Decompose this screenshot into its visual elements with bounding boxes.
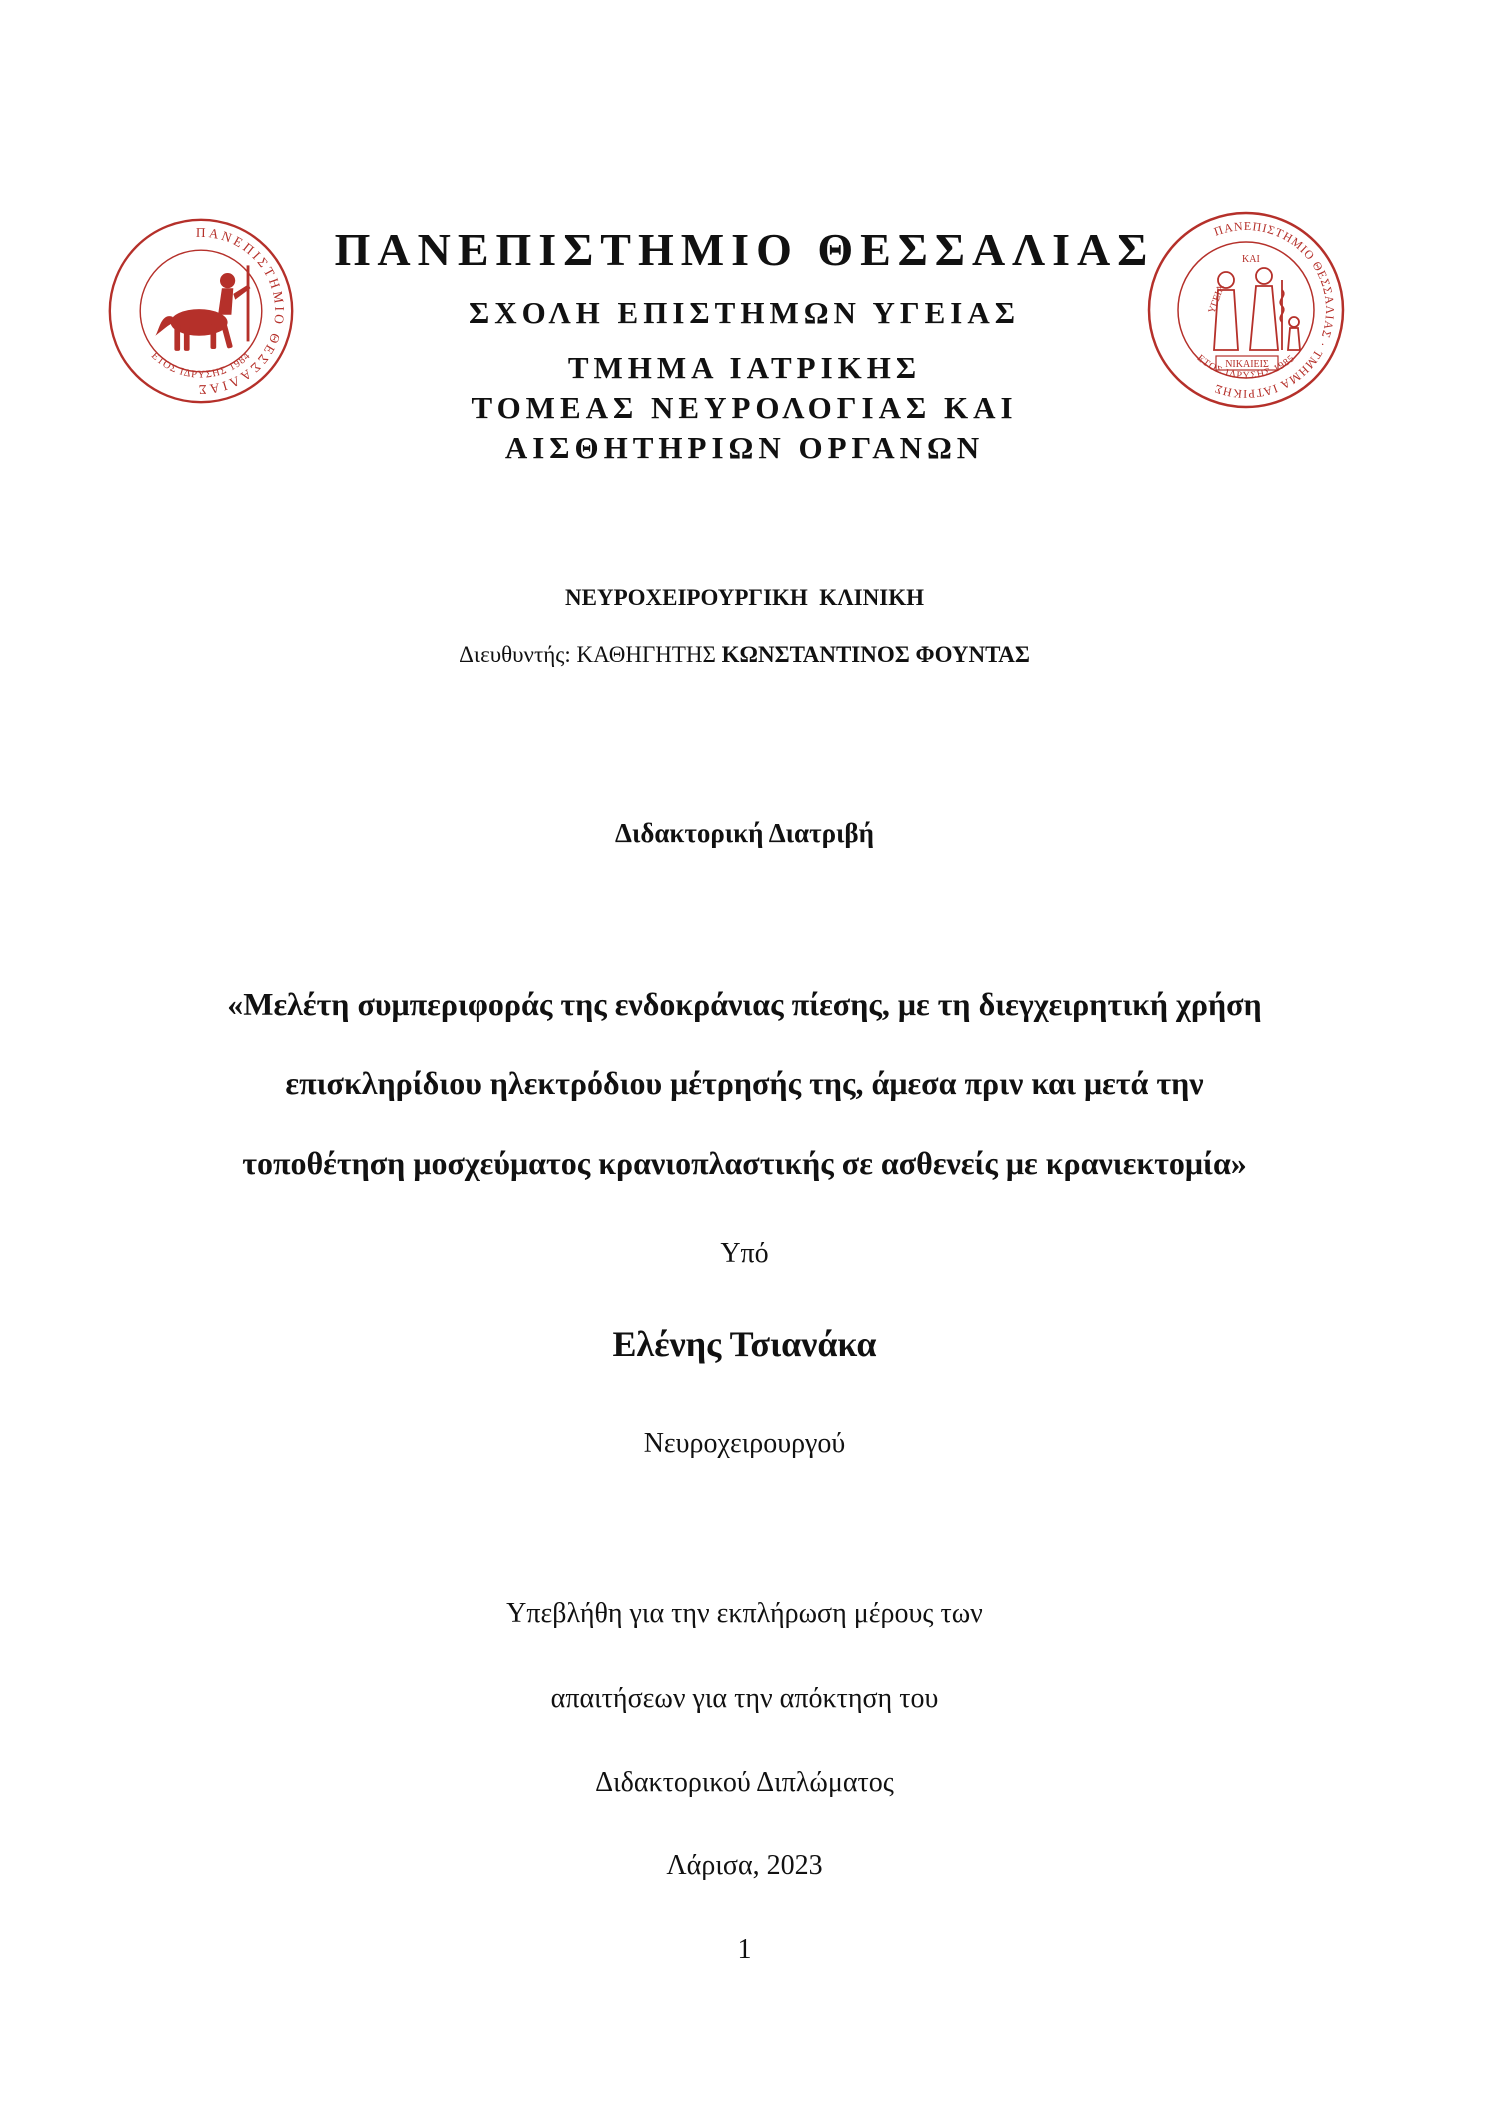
by-label: Υπό	[720, 1238, 769, 1269]
svg-text:ΚΑΙ: ΚΑΙ	[1242, 254, 1260, 265]
author-profession: Νευροχειρουργού	[643, 1428, 846, 1459]
page-number: 1	[737, 1934, 752, 1965]
director-prefix: Διευθυντής: ΚΑΘΗΓΗΤΗΣ	[459, 642, 722, 667]
submission-line: Διδακτορικού Διπλώματος	[595, 1767, 894, 1798]
department-line: ΑΙΣΘΗΤΗΡΙΩΝ ΟΡΓΑΝΩΝ	[504, 430, 985, 465]
svg-text:ΕΤΟΣ ΙΔΡΥΣΗΣ 1985: ΕΤΟΣ ΙΔΡΥΣΗΣ 1985	[1194, 352, 1298, 382]
department-block	[0, 348, 1489, 468]
svg-text:ΠΑΝΕΠΙΣΤΗΜΙΟ ΘΕΣΣΑΛΙΑΣ · ΤΜΗΜΑ: ΠΑΝΕΠΙΣΤΗΜΙΟ ΘΕΣΣΑΛΙΑΣ · ΤΜΗΜΑ ΙΑΤΡΙΚΗΣ	[1211, 218, 1338, 402]
department-line: ΤΟΜΕΑΣ ΝΕΥΡΟΛΟΓΙΑΣ ΚΑΙ	[471, 390, 1018, 425]
thesis-title-line: «Μελέτη συμπεριφοράς της ενδοκράνιας πίεσης, με τη διεγχειρητική χρήση	[227, 986, 1262, 1022]
svg-text:ΕΤΟΣ ΙΔΡΥΣΗΣ 1984: ΕΤΟΣ ΙΔΡΥΣΗΣ 1984	[148, 350, 254, 381]
university-name: ΠΑΝΕΠΙΣΤΗΜΙΟ ΘΕΣΣΑΛΙΑΣ	[334, 224, 1155, 275]
submission-line: απαιτήσεων για την απόκτηση του	[550, 1683, 939, 1714]
svg-text:ΝΙΚΑΙΕΙΣ: ΝΙΚΑΙΕΙΣ	[1225, 359, 1269, 370]
clinic-director	[0, 640, 1489, 670]
place-date: Λάρισα, 2023	[666, 1850, 823, 1881]
director-name: ΚΩΝΣΤΑΝΤΙΝΟΣ ΦΟΥΝΤΑΣ	[721, 642, 1030, 667]
submission-line: Υπεβλήθη για την εκπλήρωση μέρους των	[506, 1598, 983, 1629]
svg-text:ΠΑΝΕΠΙΣΤΗΜΙΟ ΘΕΣΣΑΛΙΑΣ: ΠΑΝΕΠΙΣΤΗΜΙΟ ΘΕΣΣΑΛΙΑΣ	[195, 224, 288, 398]
thesis-title-line: επισκληρίδιου ηλεκτρόδιου μέτρησής της, άμεσα πριν και μετά την	[285, 1065, 1204, 1101]
school-name: ΣΧΟΛΗ ΕΠΙΣΤΗΜΩΝ ΥΓΕΙΑΣ	[468, 295, 1021, 330]
department-line: ΤΜΗΜΑ ΙΑΤΡΙΚΗΣ	[567, 350, 922, 385]
clinic-name: ΝΕΥΡΟΧΕΙΡΟΥΡΓΙΚΗ ΚΛΙΝΙΚΗ	[565, 585, 924, 610]
svg-text:ΥΓΕΙΑ: ΥΓΕΙΑ	[1206, 283, 1227, 316]
author-name: Ελένης Τσιανάκα	[612, 1324, 877, 1364]
thesis-title-line: τοποθέτηση μοσχεύματος κρανιοπλαστικής σε ασθενείς με κρανιεκτομία»	[242, 1145, 1247, 1181]
thesis-type: Διδακτορική Διατριβή	[615, 818, 874, 848]
